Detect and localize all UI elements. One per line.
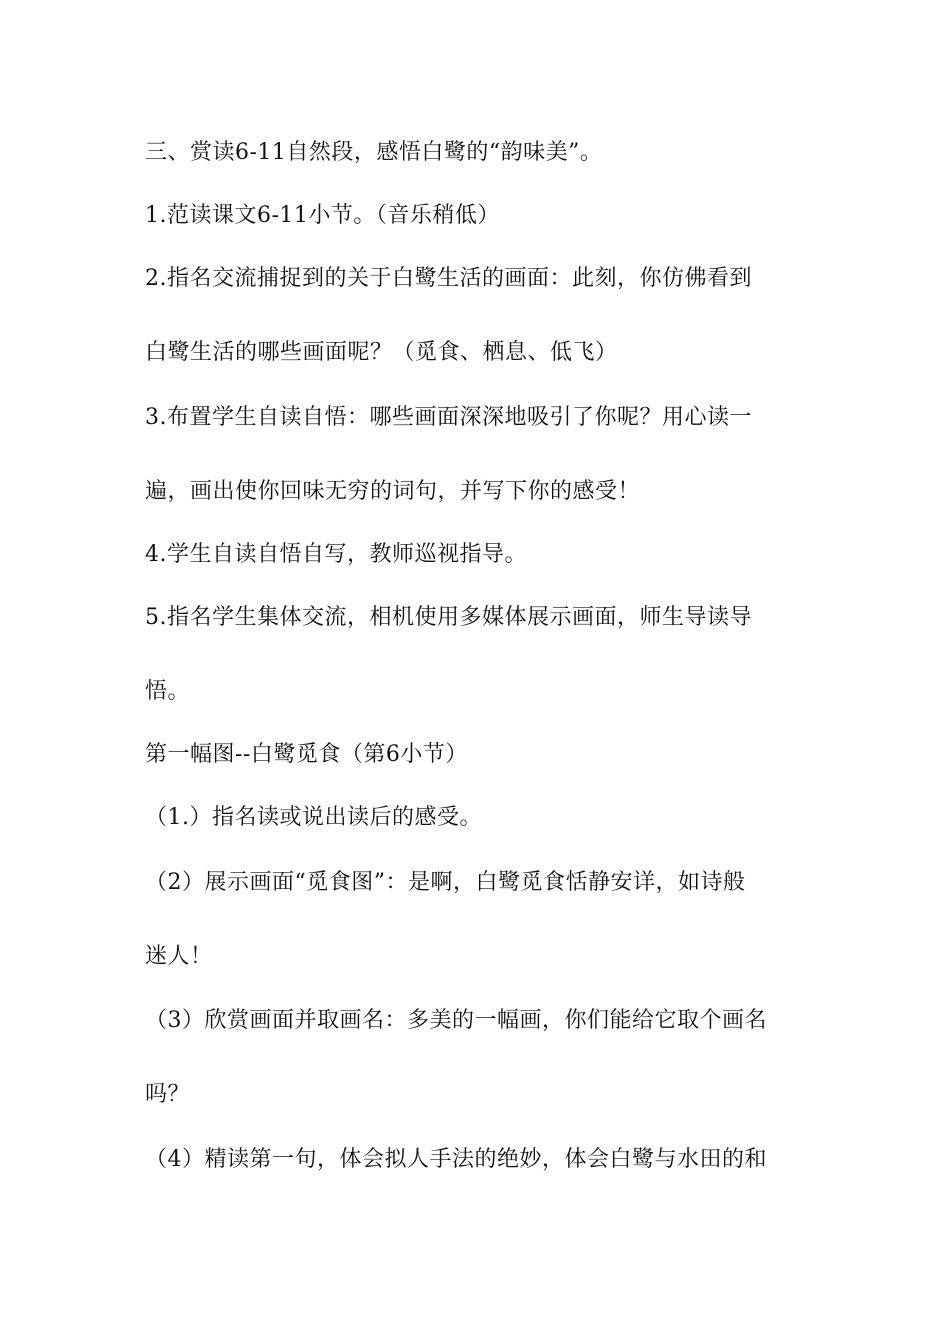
text-line: 迷人！ [145, 944, 213, 969]
text-line: （2）展示画面“觅食图”：是啊，白鹭觅食恬静安详，如诗般 [145, 870, 746, 895]
text-line: 4.学生自读自悟自写，教师巡视指导。 [145, 542, 527, 567]
text-line: 遍，画出使你回味无穷的词句，并写下你的感受！ [145, 479, 641, 504]
text-line: （3）欣赏画面并取画名：多美的一幅画，你们能给它取个画名 [145, 1008, 767, 1033]
text-line: （4）精读第一句，体会拟人手法的绝妙，体会白鹭与水田的和 [145, 1147, 767, 1172]
text-line: 吗？ [145, 1082, 191, 1107]
section-heading: 三、赏读6-11自然段，感悟白鹭的“韵味美”。 [145, 140, 603, 165]
text-line: 1.范读课文6-11小节。（音乐稍低） [145, 203, 500, 228]
text-line: 2.指名交流捕捉到的关于白鹭生活的画面：此刻，你仿佛看到 [145, 266, 752, 291]
text-line: 5.指名学生集体交流，相机使用多媒体展示画面，师生导读导 [145, 605, 752, 630]
text-line: （1.）指名读或说出读后的感受。 [145, 805, 482, 830]
text-line: 白鹭生活的哪些画面呢？（觅食、栖息、低飞） [145, 340, 618, 365]
text-line: 3.布置学生自读自悟：哪些画面深深地吸引了你呢？用心读一 [145, 405, 752, 430]
subheading: 第一幅图--白鹭觅食（第6小节） [145, 742, 468, 767]
text-line: 悟。 [145, 679, 191, 704]
